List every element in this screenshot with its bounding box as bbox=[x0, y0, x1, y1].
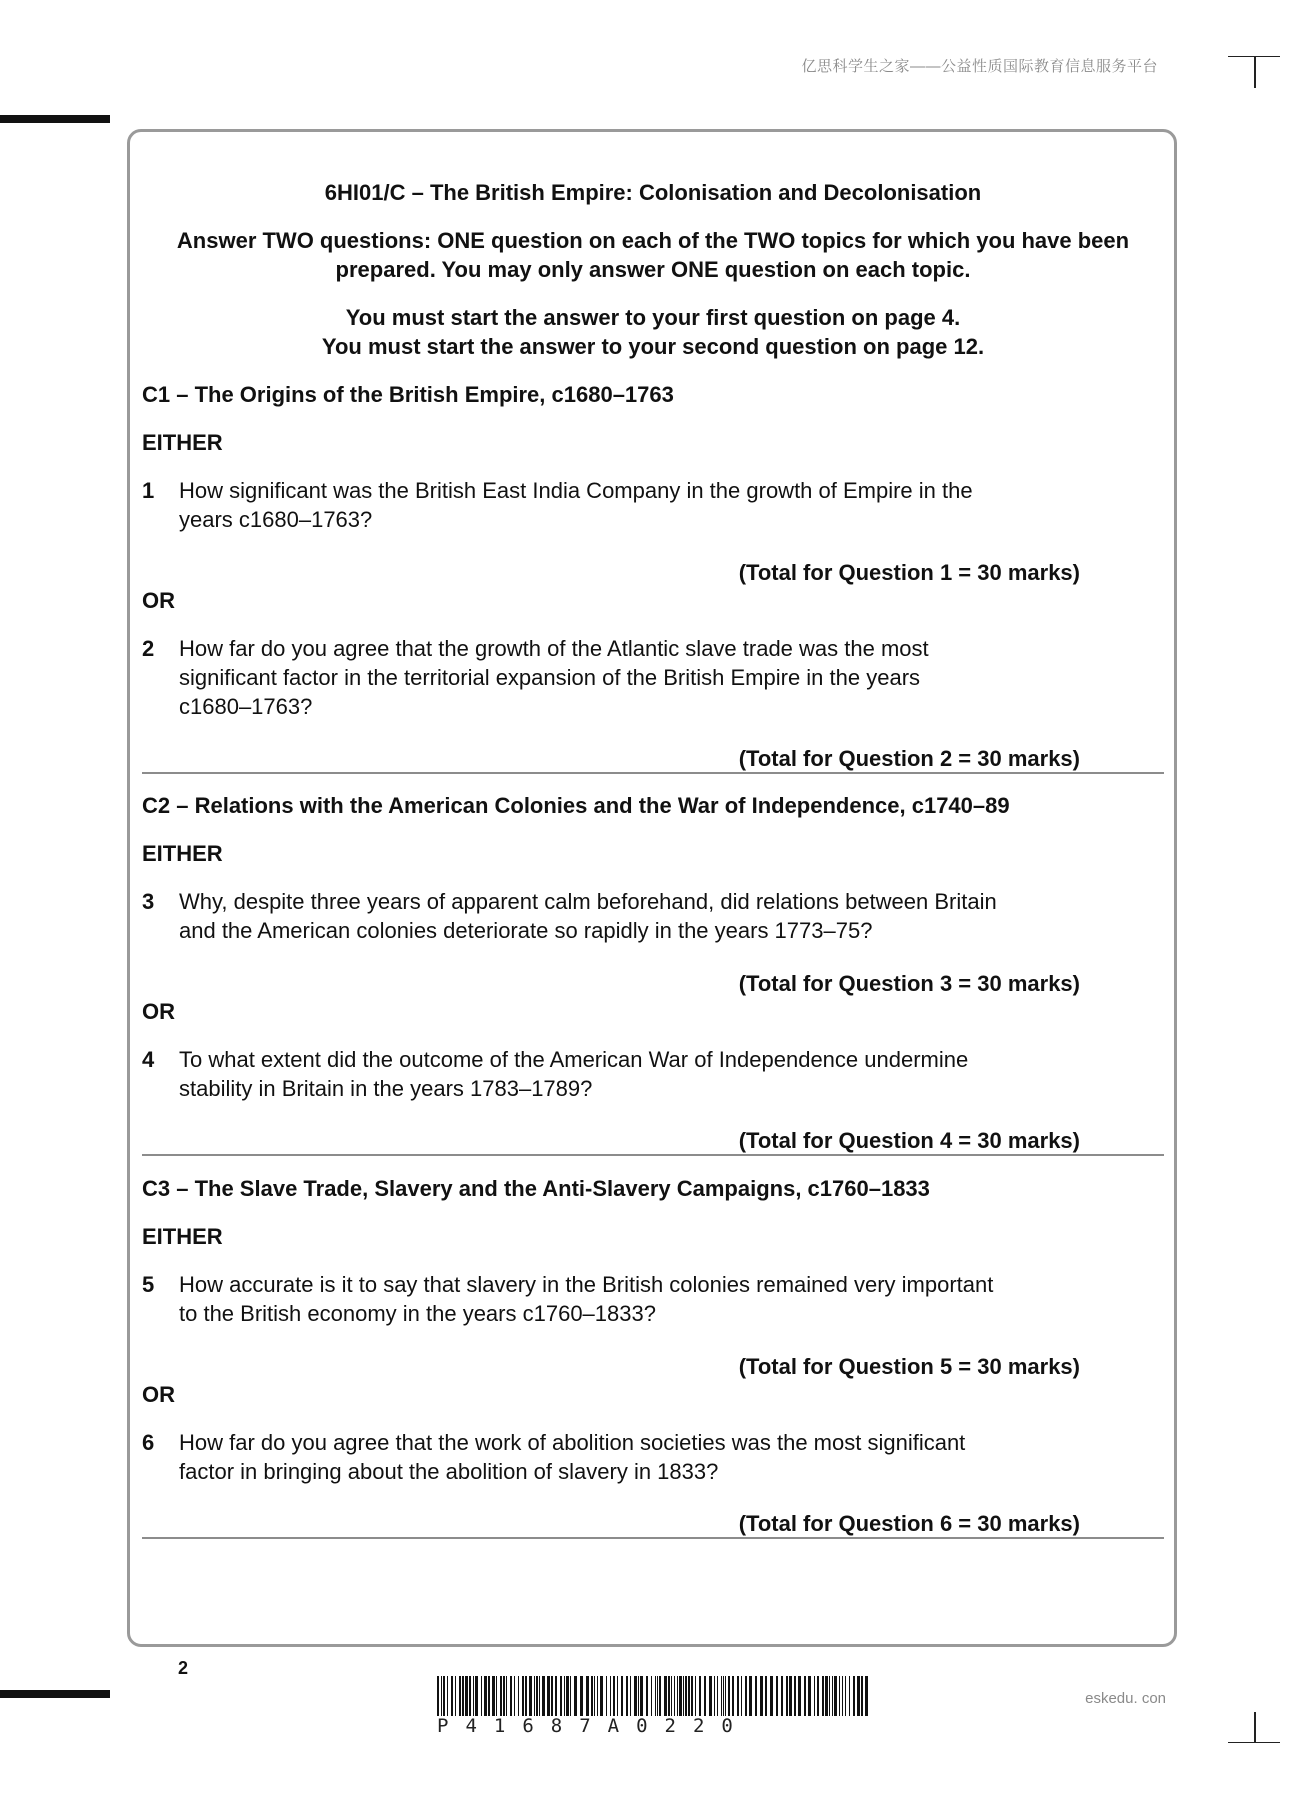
barcode-bar bbox=[566, 1676, 569, 1716]
barcode-bar bbox=[839, 1676, 840, 1716]
barcode-bar bbox=[580, 1676, 583, 1716]
barcode-bar bbox=[518, 1676, 519, 1716]
barcode-bar bbox=[560, 1676, 562, 1716]
barcode-bar bbox=[594, 1676, 595, 1716]
crop-mark-top-v bbox=[1254, 56, 1256, 88]
barcode-bar bbox=[551, 1676, 553, 1716]
barcode-bar bbox=[741, 1676, 742, 1716]
barcode-bar bbox=[443, 1676, 445, 1716]
barcode-bar bbox=[857, 1676, 860, 1716]
barcode-bar bbox=[536, 1676, 538, 1716]
barcode-bar bbox=[725, 1676, 726, 1716]
barcode-bar bbox=[861, 1676, 863, 1716]
barcode-bar bbox=[600, 1676, 603, 1716]
barcode-bar bbox=[832, 1676, 833, 1716]
barcode-bar bbox=[781, 1676, 783, 1716]
barcode-bar bbox=[496, 1676, 497, 1716]
barcode-bar bbox=[529, 1676, 532, 1716]
barcode-bar bbox=[721, 1676, 722, 1716]
barcode-bar bbox=[776, 1676, 778, 1716]
barcode-bar bbox=[657, 1676, 658, 1716]
question-text bbox=[179, 476, 1079, 534]
question-line: to the British economy in the years c1760–1833? bbox=[179, 1301, 656, 1326]
question-marks: (Total for Question 6 = 30 marks) bbox=[738, 1511, 1080, 1536]
barcode-bar bbox=[634, 1676, 637, 1716]
barcode-bar bbox=[755, 1676, 757, 1716]
barcode-bar bbox=[447, 1676, 448, 1716]
paper-title: 6HI01/C – The British Empire: Colonisation and Decolonisation bbox=[324, 180, 982, 205]
section-title-c3: C3 – The Slave Trade, Slavery and the Anti-Slavery Campaigns, c1760–1833 bbox=[142, 1176, 930, 1201]
barcode-bar bbox=[514, 1676, 515, 1716]
barcode-bar bbox=[723, 1676, 724, 1716]
barcode-bar bbox=[651, 1676, 652, 1716]
barcode-bar bbox=[760, 1676, 763, 1716]
or-label: OR bbox=[142, 999, 175, 1024]
either-label: EITHER bbox=[142, 430, 223, 455]
crop-mark-bottom-v bbox=[1254, 1712, 1256, 1742]
barcode-text: P41687A0220 bbox=[437, 1715, 750, 1737]
barcode-bar bbox=[842, 1676, 843, 1716]
barcode-bar bbox=[695, 1676, 696, 1716]
barcode-bar bbox=[492, 1676, 495, 1716]
barcode-bar bbox=[688, 1676, 690, 1716]
barcode-bar bbox=[542, 1676, 545, 1716]
barcode-bar bbox=[475, 1676, 478, 1716]
barcode-bar bbox=[606, 1676, 607, 1716]
question-line: How accurate is it to say that slavery in the British colonies remained very important bbox=[179, 1272, 994, 1297]
watermark-bottom: eskedu. con bbox=[1085, 1690, 1166, 1707]
barcode-bar bbox=[699, 1676, 701, 1716]
barcode-bar bbox=[794, 1676, 796, 1716]
instruction-line-2: prepared. You may only answer ONE question on each topic. bbox=[335, 257, 971, 282]
either-label: EITHER bbox=[142, 841, 223, 866]
barcode-bar bbox=[808, 1676, 811, 1716]
barcode-bar bbox=[664, 1676, 667, 1716]
question-text bbox=[179, 634, 1079, 721]
either-label: EITHER bbox=[142, 1224, 223, 1249]
question-line: c1680–1763? bbox=[179, 694, 313, 719]
section-divider bbox=[142, 1537, 1164, 1539]
barcode-bar bbox=[668, 1676, 670, 1716]
barcode-bar bbox=[451, 1676, 453, 1716]
barcode bbox=[437, 1676, 869, 1716]
barcode-bar bbox=[674, 1676, 675, 1716]
section-title-c1: C1 – The Origins of the British Empire, c1680–1763 bbox=[142, 382, 674, 407]
question-line: How far do you agree that the work of abolition societies was the most significant bbox=[179, 1430, 966, 1455]
barcode-bar bbox=[503, 1676, 505, 1716]
barcode-bar bbox=[765, 1676, 767, 1716]
barcode-bar bbox=[617, 1676, 618, 1716]
barcode-bar bbox=[655, 1676, 656, 1716]
barcode-bar bbox=[749, 1676, 752, 1716]
barcode-bar bbox=[534, 1676, 535, 1716]
barcode-bar bbox=[510, 1676, 512, 1716]
barcode-bar bbox=[770, 1676, 773, 1716]
barcode-bar bbox=[630, 1676, 631, 1716]
barcode-bar bbox=[522, 1676, 524, 1716]
barcode-bar bbox=[488, 1676, 490, 1716]
or-label: OR bbox=[142, 1382, 175, 1407]
question-line: years c1680–1763? bbox=[179, 507, 373, 532]
barcode-bar bbox=[691, 1676, 693, 1716]
barcode-bar bbox=[677, 1676, 678, 1716]
section-divider bbox=[142, 1154, 1164, 1156]
barcode-bar bbox=[704, 1676, 706, 1716]
barcode-bar bbox=[849, 1676, 850, 1716]
barcode-bar bbox=[679, 1676, 682, 1716]
barcode-bar bbox=[732, 1676, 734, 1716]
question-line: To what extent did the outcome of the American War of Independence undermine bbox=[179, 1047, 969, 1072]
barcode-bar bbox=[570, 1676, 571, 1716]
sidebar-rule-bottom bbox=[0, 1690, 110, 1698]
barcode-bar bbox=[638, 1676, 639, 1716]
question-line: and the American colonies deteriorate so rapidly in the years 1773–75? bbox=[179, 918, 873, 943]
barcode-bar bbox=[786, 1676, 788, 1716]
question-marks: (Total for Question 2 = 30 marks) bbox=[738, 746, 1080, 771]
barcode-bar bbox=[621, 1676, 623, 1716]
barcode-bar bbox=[539, 1676, 540, 1716]
barcode-bar bbox=[834, 1676, 837, 1716]
question-text bbox=[179, 1270, 1079, 1328]
barcode-bar bbox=[473, 1676, 474, 1716]
question-text bbox=[179, 1045, 1079, 1103]
page-number: 2 bbox=[178, 1658, 189, 1678]
question-text bbox=[179, 1428, 1079, 1486]
barcode-bar bbox=[829, 1676, 830, 1716]
barcode-bar bbox=[709, 1676, 712, 1716]
question-text bbox=[179, 887, 1079, 945]
barcode-bar bbox=[586, 1676, 589, 1716]
barcode-bar bbox=[714, 1676, 715, 1716]
barcode-bar bbox=[737, 1676, 739, 1716]
instruction-line-3: You must start the answer to your first question on page 4. bbox=[345, 305, 961, 330]
section-divider bbox=[142, 772, 1164, 774]
barcode-bar bbox=[798, 1676, 801, 1716]
sidebar-rule-top bbox=[0, 115, 110, 123]
question-number: 5 bbox=[142, 1272, 155, 1297]
barcode-bar bbox=[500, 1676, 502, 1716]
barcode-bar bbox=[626, 1676, 628, 1716]
question-line: stability in Britain in the years 1783–1789? bbox=[179, 1076, 593, 1101]
barcode-bar bbox=[865, 1676, 868, 1716]
question-number: 1 bbox=[142, 478, 155, 503]
barcode-bar bbox=[613, 1676, 615, 1716]
barcode-bar bbox=[814, 1676, 815, 1716]
crop-mark-top-h2 bbox=[1262, 56, 1280, 57]
barcode-bar bbox=[459, 1676, 461, 1716]
question-marks: (Total for Question 4 = 30 marks) bbox=[738, 1128, 1080, 1153]
barcode-bar bbox=[717, 1676, 718, 1716]
barcode-bar bbox=[555, 1676, 557, 1716]
barcode-bar bbox=[437, 1676, 439, 1716]
barcode-bar bbox=[455, 1676, 456, 1716]
crop-mark-bottom-h bbox=[1228, 1742, 1280, 1743]
or-label: OR bbox=[142, 588, 175, 613]
watermark-top: 亿思科学生之家——公益性质国际教育信息服务平台 bbox=[801, 58, 1158, 75]
barcode-bar bbox=[745, 1676, 747, 1716]
question-line: significant factor in the territorial expansion of the British Empire in the years bbox=[179, 665, 921, 690]
barcode-bar bbox=[564, 1676, 565, 1716]
barcode-bar bbox=[506, 1676, 507, 1716]
barcode-bar bbox=[462, 1676, 464, 1716]
question-marks: (Total for Question 1 = 30 marks) bbox=[738, 560, 1080, 585]
barcode-bar bbox=[845, 1676, 846, 1716]
instruction-line-4: You must start the answer to your second question on page 12. bbox=[321, 334, 985, 359]
barcode-bar bbox=[469, 1676, 471, 1716]
barcode-bar bbox=[685, 1676, 687, 1716]
section-title-c2: C2 – Relations with the American Colonies and the War of Independence, c1740–89 bbox=[142, 793, 1010, 818]
question-marks: (Total for Question 3 = 30 marks) bbox=[738, 971, 1080, 996]
barcode-bar bbox=[789, 1676, 792, 1716]
barcode-bar bbox=[481, 1676, 482, 1716]
barcode-bar bbox=[547, 1676, 550, 1716]
question-marks: (Total for Question 5 = 30 marks) bbox=[738, 1354, 1080, 1379]
barcode-bar bbox=[597, 1676, 598, 1716]
question-line: How significant was the British East India Company in the growth of Empire in the bbox=[179, 478, 973, 503]
instruction-line-1: Answer TWO questions: ONE question on each of the TWO topics for which you have been bbox=[176, 228, 1130, 253]
barcode-bar bbox=[610, 1676, 611, 1716]
barcode-bar bbox=[671, 1676, 672, 1716]
barcode-bar bbox=[646, 1676, 648, 1716]
barcode-bar bbox=[825, 1676, 828, 1716]
question-number: 3 bbox=[142, 889, 155, 914]
question-number: 4 bbox=[142, 1047, 155, 1072]
question-line: factor in bringing about the abolition of slavery in 1833? bbox=[179, 1459, 719, 1484]
barcode-bar bbox=[683, 1676, 684, 1716]
barcode-bar bbox=[640, 1676, 643, 1716]
barcode-bar bbox=[484, 1676, 487, 1716]
barcode-bar bbox=[591, 1676, 593, 1716]
barcode-bar bbox=[574, 1676, 577, 1716]
question-line: Why, despite three years of apparent calm beforehand, did relations between Britain bbox=[179, 889, 997, 914]
barcode-bar bbox=[817, 1676, 819, 1716]
question-number: 6 bbox=[142, 1430, 155, 1455]
barcode-bar bbox=[441, 1676, 442, 1716]
barcode-bar bbox=[659, 1676, 661, 1716]
barcode-bar bbox=[822, 1676, 824, 1716]
barcode-bar bbox=[728, 1676, 730, 1716]
question-line: How far do you agree that the growth of the Atlantic slave trade was the most bbox=[179, 636, 929, 661]
barcode-bar bbox=[465, 1676, 468, 1716]
barcode-bar bbox=[853, 1676, 855, 1716]
barcode-bar bbox=[804, 1676, 806, 1716]
barcode-bar bbox=[525, 1676, 527, 1716]
question-number: 2 bbox=[142, 636, 155, 661]
